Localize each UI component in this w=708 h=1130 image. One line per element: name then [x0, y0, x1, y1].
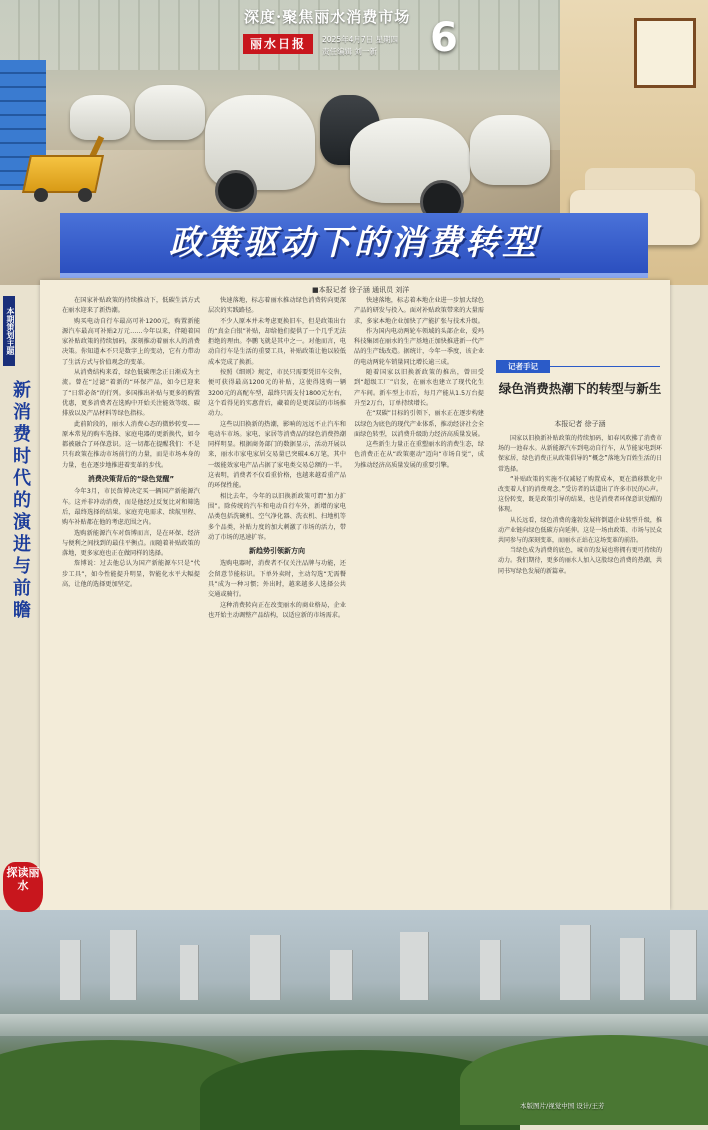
note-body — [498, 434, 662, 734]
paragraph: 国家以旧换新补贴政策的持续加码，如春风吹拂了消费市场的一池春水。从新能源汽车到电动自行车，从节能家电到环保家居，绿色消费正从政策倡导的“概念”落地为百姓生活的日常选择。 — [498, 435, 662, 473]
note-tag: 记者手记 — [496, 360, 550, 373]
building — [560, 925, 591, 1000]
note-title: 绿色消费热潮下的转型与新生 — [498, 381, 662, 396]
paragraph: 购买电动自行车最高可补1200元，购置新能源汽车最高可补贴2万元……今年以来，伴随着国家补贴政策的持续加码，深刻推动着丽水人的消费决策。你知道本不只是数字上的变动，它有力带动了生活方式与价值观念的变革。 — [62, 317, 200, 366]
scooter-image — [135, 85, 205, 140]
building — [620, 938, 645, 1000]
paragraph: 随着国家以旧换新政策的推出，曾田受到“超级工厂”启发，在丽水也建立了现代化生产车间。新车型上市后，每月产能从1.5万台提升至2万台，订单持续增长。 — [354, 369, 484, 407]
seal-stamp-text: 探读丽水 — [6, 866, 40, 892]
paragraph: 从长远看，绿色消费的蓬勃发展将倒逼企业转型升级，推动产业链向绿色低碳方向延伸。这是一场由政策、市场与民众共同参与的深刻变革，而丽水正站在这场变革的前沿。 — [498, 516, 662, 545]
building — [250, 935, 281, 1000]
paragraph: 今年3月，市民詹博决定买一辆国产新能源汽车。这并非冲动消费，而是他经过反复比对和筛选后，最终选择的结果。家庭充电需求、续航里程、购车补贴都在他的考虑范围之内。 — [62, 488, 200, 527]
paragraph: 这种消费转向正在改变丽水的商业格局，企业也开始主动调整产品结构，以适应新的市场需求。 — [208, 601, 346, 619]
paragraph: “补贴政策的实施不仅减轻了购置成本，更在潜移默化中改变着人们的消费观念。”受访者的话道出了许多市民的心声。这份转变，既是政策引导的结果，也是消费者环保意识觉醒的体现。 — [498, 475, 662, 514]
paragraph: 不少人原本并未考虑更换旧车，但是政策出台的“真金白银”补贴，却给他们提供了一个几乎无法拒绝的理由。李鹏飞就是其中之一。对他而言，电动自行车是生活的重要工具，补贴政策让他以较低成本完成了换新。 — [208, 317, 346, 366]
paragraph: 当绿色成为消费的底色，城市的发展也将拥有更可持续的动力。我们期待，更多的丽水人加入这股绿色消费的热潮，共同书写绿色发展的新篇章。 — [498, 547, 662, 575]
paragraph: 这些新生力量正在重塑丽水的消费生态，绿色消费正在从“政策驱动”迈向“市场自觉”，成为推动经济高质量发展的重要引擎。 — [354, 441, 484, 469]
issue-date: 2025年4月7日 星期四 — [322, 35, 399, 44]
article-byline: ■本报记者 徐子涵 通讯员 刘洋 — [312, 286, 410, 294]
cart-wheel — [78, 188, 92, 202]
article-column-1 — [62, 296, 200, 901]
building — [330, 950, 353, 1000]
page-number: 6 — [430, 15, 458, 61]
building — [180, 945, 199, 1000]
scooter-wheel — [215, 170, 257, 212]
building — [670, 930, 697, 1000]
building — [400, 932, 429, 1000]
paragraph: 在“双碳”目标的引领下，丽水正在逐步构建以绿色为底色的现代产业体系，推动经济社会全面绿色转型，以消费升级助力经济高质量发展。 — [354, 410, 484, 438]
newspaper-logo: 丽水日报 — [243, 34, 313, 54]
series-tag: 本期策划主题 — [3, 296, 15, 366]
paragraph: 按照《细则》规定，市民只需要凭旧车交售，便可获得最高1200元的补贴，这使得选购一辆3200元的高配车型，最终只需支付1800元左右，这个看得见的实惠背后，藏着的是更深层的市场推动力。 — [208, 369, 346, 418]
paragraph: 这些以旧换新的热潮，影响的远远不止汽车和电动车市场。家电、家居等消费品的绿色消费热潮同样明显。根据商务部门的数据显示，活动开展以来，丽水市家电家居交易量已突破4.6万笔，其中一级能效家电产品占据了家电类交易总额的一半。这表明，消费者不仅看重价格，也越来越看重产品的环保性能。 — [208, 420, 346, 490]
paragraph: 选购电器时，消费者不仅关注品牌与功能，还会留意节能标识。下单外卖时，主动勾选“无需餐具”成为一种习惯；外出时，越来越多人选择公共交通或骑行。 — [208, 560, 346, 599]
paragraph: 作为国内电动两轮车领域的头部企业，爱玛科技集团在丽水的生产基地正加快推进新一代产品的生产线改造。据统计，今年一季度，该企业的电动两轮车销量同比增长逾三成。 — [354, 327, 484, 366]
building — [480, 940, 501, 1000]
section-title: 深度·聚焦丽水消费市场 — [244, 8, 411, 26]
paragraph: 选购新能源汽车对詹博而言，是在环保、经济与便利之间找到的最佳平衡点。而随着补贴政策的落地，更多家庭也正在做同样的选择。 — [62, 529, 200, 558]
series-vertical-title: 新消费时代的演进与前瞻 — [10, 380, 31, 622]
note-divider — [550, 366, 660, 367]
editor-credit: 责任编辑 刘一新 — [322, 47, 377, 56]
article-column-2 — [208, 296, 346, 901]
wall-frame — [634, 18, 696, 88]
paragraph: 此前阶段的，丽水人消费心态的微妙转变——原本常见的购车选择、家庭电器的更新换代，如今都被融合了环保意识。这一切都在提醒我们：不是只有政策在推动市场前行的力量，而是市场本身的力量，也在逐步地推进着变革的步伐。 — [62, 420, 200, 469]
subheading: 消费决策背后的“绿色觉醒” — [87, 475, 175, 484]
building — [110, 930, 137, 1000]
article-column-3 — [354, 296, 484, 901]
paragraph: 在国家补贴政策的持续推动下，低碳生活方式在丽水迎来了新热潮。 — [62, 297, 200, 315]
shopping-cart-icon — [22, 155, 104, 193]
paragraph: 快速落地，标志着丽水推动绿色消费转向更深层次的实践路径。 — [208, 297, 346, 315]
note-author: 本报记者 徐子涵 — [554, 420, 606, 428]
building — [60, 940, 81, 1000]
paragraph: 詹博说：过去他总认为国产新能源车只是“代步工具”，如今性能提升明显，智能化水平大幅提高，让他的选择更加坚定。 — [62, 560, 200, 589]
photo-credit: 本版图片/视觉中国 设计/王芳 — [520, 1102, 605, 1110]
cart-wheel — [34, 188, 48, 202]
scooter-image — [70, 95, 130, 140]
seal-stamp — [3, 862, 45, 914]
paragraph: 快速落地，标志着本地企业进一步加大绿色产品的研发与投入。面对补贴政策带来的大量需求，多家本地企业加快了产能扩张与技术升级。 — [354, 297, 484, 325]
main-headline: 政策驱动下的消费转型 — [169, 223, 539, 263]
banner-underline — [60, 273, 648, 278]
paragraph: 相比去年，今年的以旧换新政策可谓“加力扩围”。除传统的汽车和电动自行车外，新增的家电品类包括洗碗机、空气净化器、洗衣机、扫地机等多个品类，补贴力度的加大刺激了市场的活力，带动了市场的迅速扩容。 — [208, 492, 346, 541]
river — [0, 1014, 708, 1036]
subheading: 新趋势引领新方向 — [249, 547, 305, 556]
scooter-image — [470, 115, 550, 185]
paragraph: 从消费结构来看，绿色低碳理念正日渐成为主流。曾在“过滤”着新的“环保产品，如今已迎来了“日常必备”的行列。多国推出补贴与更多的购置优惠，更多消费者在选购中开始关注能效等级、碳排放以及产品材料等绿色指标。 — [62, 369, 200, 418]
